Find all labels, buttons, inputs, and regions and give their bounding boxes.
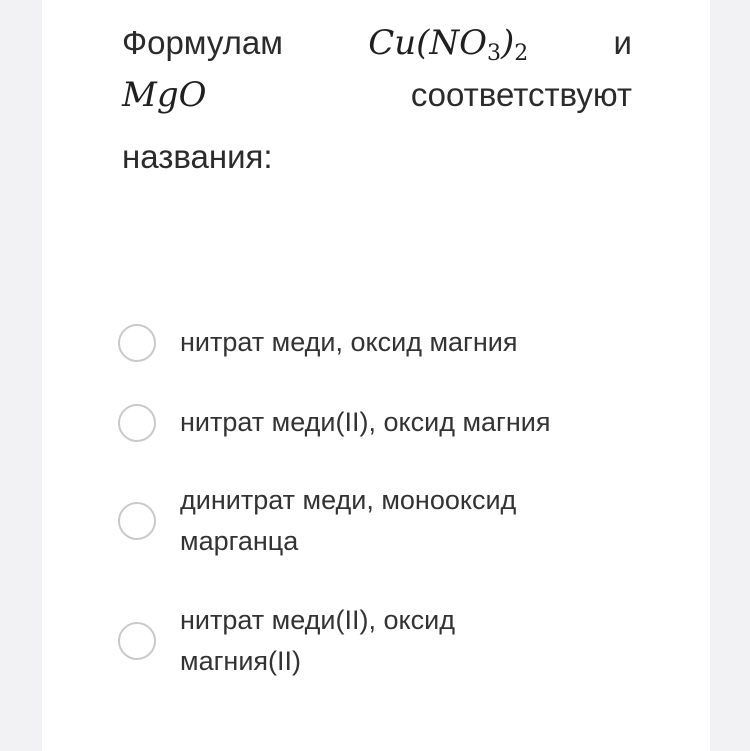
answer-option-4[interactable]	[118, 600, 510, 682]
question-middle: соответствуют	[410, 76, 632, 113]
answer-option-label: нитрат меди(II), оксид магния(II)	[180, 605, 455, 676]
answer-option-2[interactable]	[118, 402, 600, 443]
answer-option-3[interactable]	[118, 480, 580, 562]
question-suffix: названия:	[122, 138, 273, 175]
question-line-1	[122, 23, 632, 78]
formula-copper-nitrate: $Cu(NO_3)_2$	[368, 23, 529, 66]
answer-option-label: нитрат меди, оксид магния	[180, 327, 518, 357]
question-prefix: Формулам	[122, 24, 283, 61]
radio-button[interactable]	[118, 502, 156, 540]
radio-button[interactable]	[118, 404, 156, 442]
radio-button[interactable]	[118, 324, 156, 362]
formula-magnesium-oxide: MgO	[122, 75, 207, 115]
question-text	[122, 23, 632, 200]
answer-option-1[interactable]	[118, 322, 600, 363]
answer-option-label: нитрат меди(II), оксид магния	[180, 407, 551, 437]
question-line-2	[122, 75, 632, 140]
radio-button[interactable]	[118, 622, 156, 660]
question-conjunction: и	[613, 24, 632, 61]
question-line-3	[122, 140, 632, 200]
answer-option-label: динитрат меди, монооксид марганца	[180, 485, 517, 556]
